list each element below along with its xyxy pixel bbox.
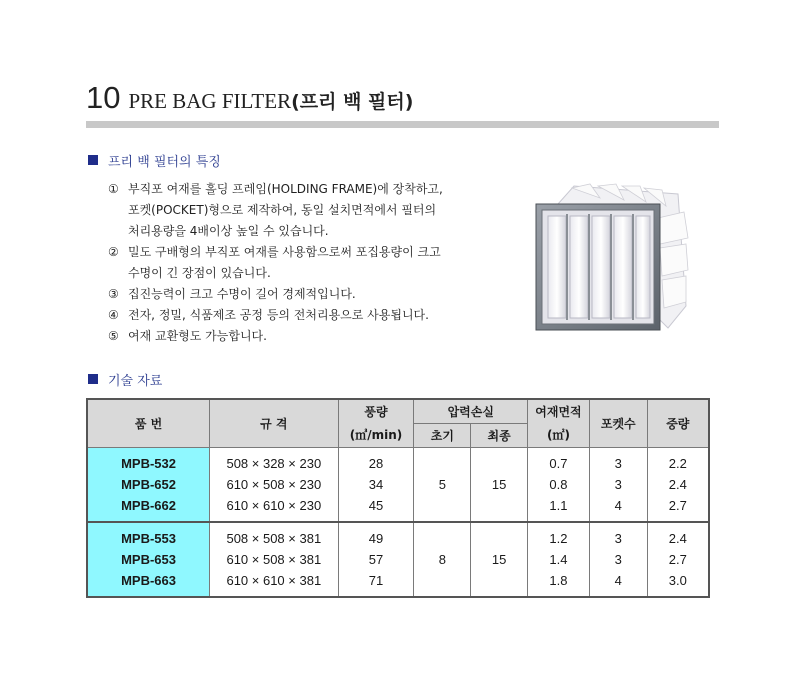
feature-text: 전자, 정밀, 식품제조 공정 등의 전처리용으로 사용됩니다. (128, 308, 429, 322)
feature-text: 수명이 긴 장점이 있습니다. (128, 266, 271, 280)
feature-line (108, 263, 508, 284)
size-cell-value: 610 × 508 × 381 (226, 552, 322, 567)
header-media-area: 여재면적 (528, 399, 590, 423)
feature-line (108, 326, 508, 347)
final-loss-cell: 15 (471, 522, 528, 597)
model-cell-value: MPB-663 (121, 573, 176, 588)
pockets-cell-value: 4 (614, 497, 622, 513)
pockets-cell-value: 3 (614, 455, 622, 471)
model-cell-value: MPB-532 (121, 455, 176, 471)
size-cell (210, 522, 339, 597)
feature-number: ④ (108, 308, 119, 322)
section-techdata-heading (88, 369, 162, 389)
table-row-group (87, 522, 709, 597)
media-area-cell-value: 1.2 (549, 531, 568, 546)
header-final: 최종 (471, 423, 528, 447)
feature-text: 여재 교환형도 가능합니다. (128, 329, 267, 343)
header-size: 규 격 (210, 399, 339, 447)
airflow-cell (338, 447, 414, 522)
feature-text: 포켓(POCKET)형으로 제작하여, 동일 설치면적에서 필터의 (128, 203, 437, 217)
section-techdata-label: 기술 자료 (108, 373, 163, 389)
initial-loss-cell: 5 (414, 447, 471, 522)
feature-text: 밀도 구배형의 부직포 여재를 사용함으로써 포집용량이 크고 (128, 245, 441, 259)
square-bullet-icon (88, 155, 98, 165)
size-cell-value: 610 × 610 × 381 (226, 573, 322, 588)
weight-cell (647, 447, 709, 522)
size-cell-value: 508 × 328 × 230 (226, 455, 322, 471)
model-cell (87, 522, 210, 597)
size-cell-value: 610 × 508 × 230 (226, 476, 322, 492)
header-airflow: 풍량 (338, 399, 414, 423)
size-cell-value: 610 × 610 × 230 (226, 497, 322, 513)
airflow-cell-value: 49 (368, 531, 384, 546)
title-korean: (프리 백 필터) (291, 91, 414, 113)
feature-number: ① (108, 182, 119, 196)
feature-line (108, 284, 508, 305)
feature-line (108, 200, 508, 221)
header-media-area-unit: (㎡) (528, 423, 590, 447)
final-loss-cell: 15 (471, 447, 528, 522)
media-area-cell (528, 447, 590, 522)
header-pressure-loss: 압력손실 (414, 399, 528, 423)
title-divider (86, 121, 719, 128)
table-row-group (87, 447, 709, 522)
feature-text: 처리용량을 4배이상 높일 수 있습니다. (128, 224, 329, 238)
header-pockets: 포켓수 (589, 399, 647, 447)
title-english: PRE BAG FILTER (128, 89, 292, 113)
airflow-cell-value: 28 (368, 455, 384, 471)
airflow-cell-value: 71 (368, 573, 384, 588)
airflow-cell-value: 57 (368, 552, 384, 567)
section-features-label: 프리 백 필터의 특징 (108, 154, 221, 170)
weight-cell-value: 2.4 (668, 476, 687, 492)
feature-text: 집진능력이 크고 수명이 길어 경제적입니다. (128, 287, 356, 301)
header-initial: 초기 (414, 423, 471, 447)
size-cell-value: 508 × 508 × 381 (226, 531, 322, 546)
feature-number: ⑤ (108, 329, 119, 343)
weight-cell-value: 2.7 (668, 552, 687, 567)
media-area-cell-value: 1.4 (549, 552, 568, 567)
spec-table (86, 398, 710, 598)
header-weight: 중량 (647, 399, 709, 447)
weight-cell-value: 2.2 (668, 455, 687, 471)
airflow-cell (338, 522, 414, 597)
pockets-cell-value: 3 (614, 552, 622, 567)
media-area-cell-value: 1.1 (549, 497, 568, 513)
model-cell (87, 447, 210, 522)
feature-number: ② (108, 245, 119, 259)
airflow-cell-value: 45 (368, 497, 384, 513)
header-airflow-unit: (㎥/min) (338, 423, 414, 447)
feature-line (108, 179, 508, 200)
airflow-cell-value: 34 (368, 476, 384, 492)
pockets-cell-value: 3 (614, 531, 622, 546)
title-number: 10 (86, 80, 121, 115)
header-model: 품 번 (87, 399, 210, 447)
pockets-cell-value: 3 (614, 476, 622, 492)
feature-line (108, 305, 508, 326)
media-area-cell-value: 0.8 (549, 476, 568, 492)
feature-line (108, 221, 508, 242)
feature-line (108, 242, 508, 263)
bag-filter-photo (528, 178, 690, 336)
media-area-cell-value: 1.8 (549, 573, 568, 588)
pockets-cell (589, 447, 647, 522)
page-title (86, 80, 413, 120)
model-cell-value: MPB-662 (121, 497, 176, 513)
feature-number: ③ (108, 287, 119, 301)
weight-cell-value: 3.0 (668, 573, 687, 588)
section-features-heading (88, 150, 221, 170)
feature-list (108, 179, 508, 347)
model-cell-value: MPB-553 (121, 531, 176, 546)
size-cell (210, 447, 339, 522)
media-area-cell-value: 0.7 (549, 455, 568, 471)
feature-text: 부직포 여재를 홀딩 프레임(HOLDING FRAME)에 장착하고, (128, 182, 443, 196)
initial-loss-cell: 8 (414, 522, 471, 597)
pockets-cell (589, 522, 647, 597)
weight-cell-value: 2.7 (668, 497, 687, 513)
square-bullet-icon (88, 374, 98, 384)
model-cell-value: MPB-653 (121, 552, 176, 567)
weight-cell-value: 2.4 (668, 531, 687, 546)
pockets-cell-value: 4 (614, 573, 622, 588)
weight-cell (647, 522, 709, 597)
model-cell-value: MPB-652 (121, 476, 176, 492)
media-area-cell (528, 522, 590, 597)
